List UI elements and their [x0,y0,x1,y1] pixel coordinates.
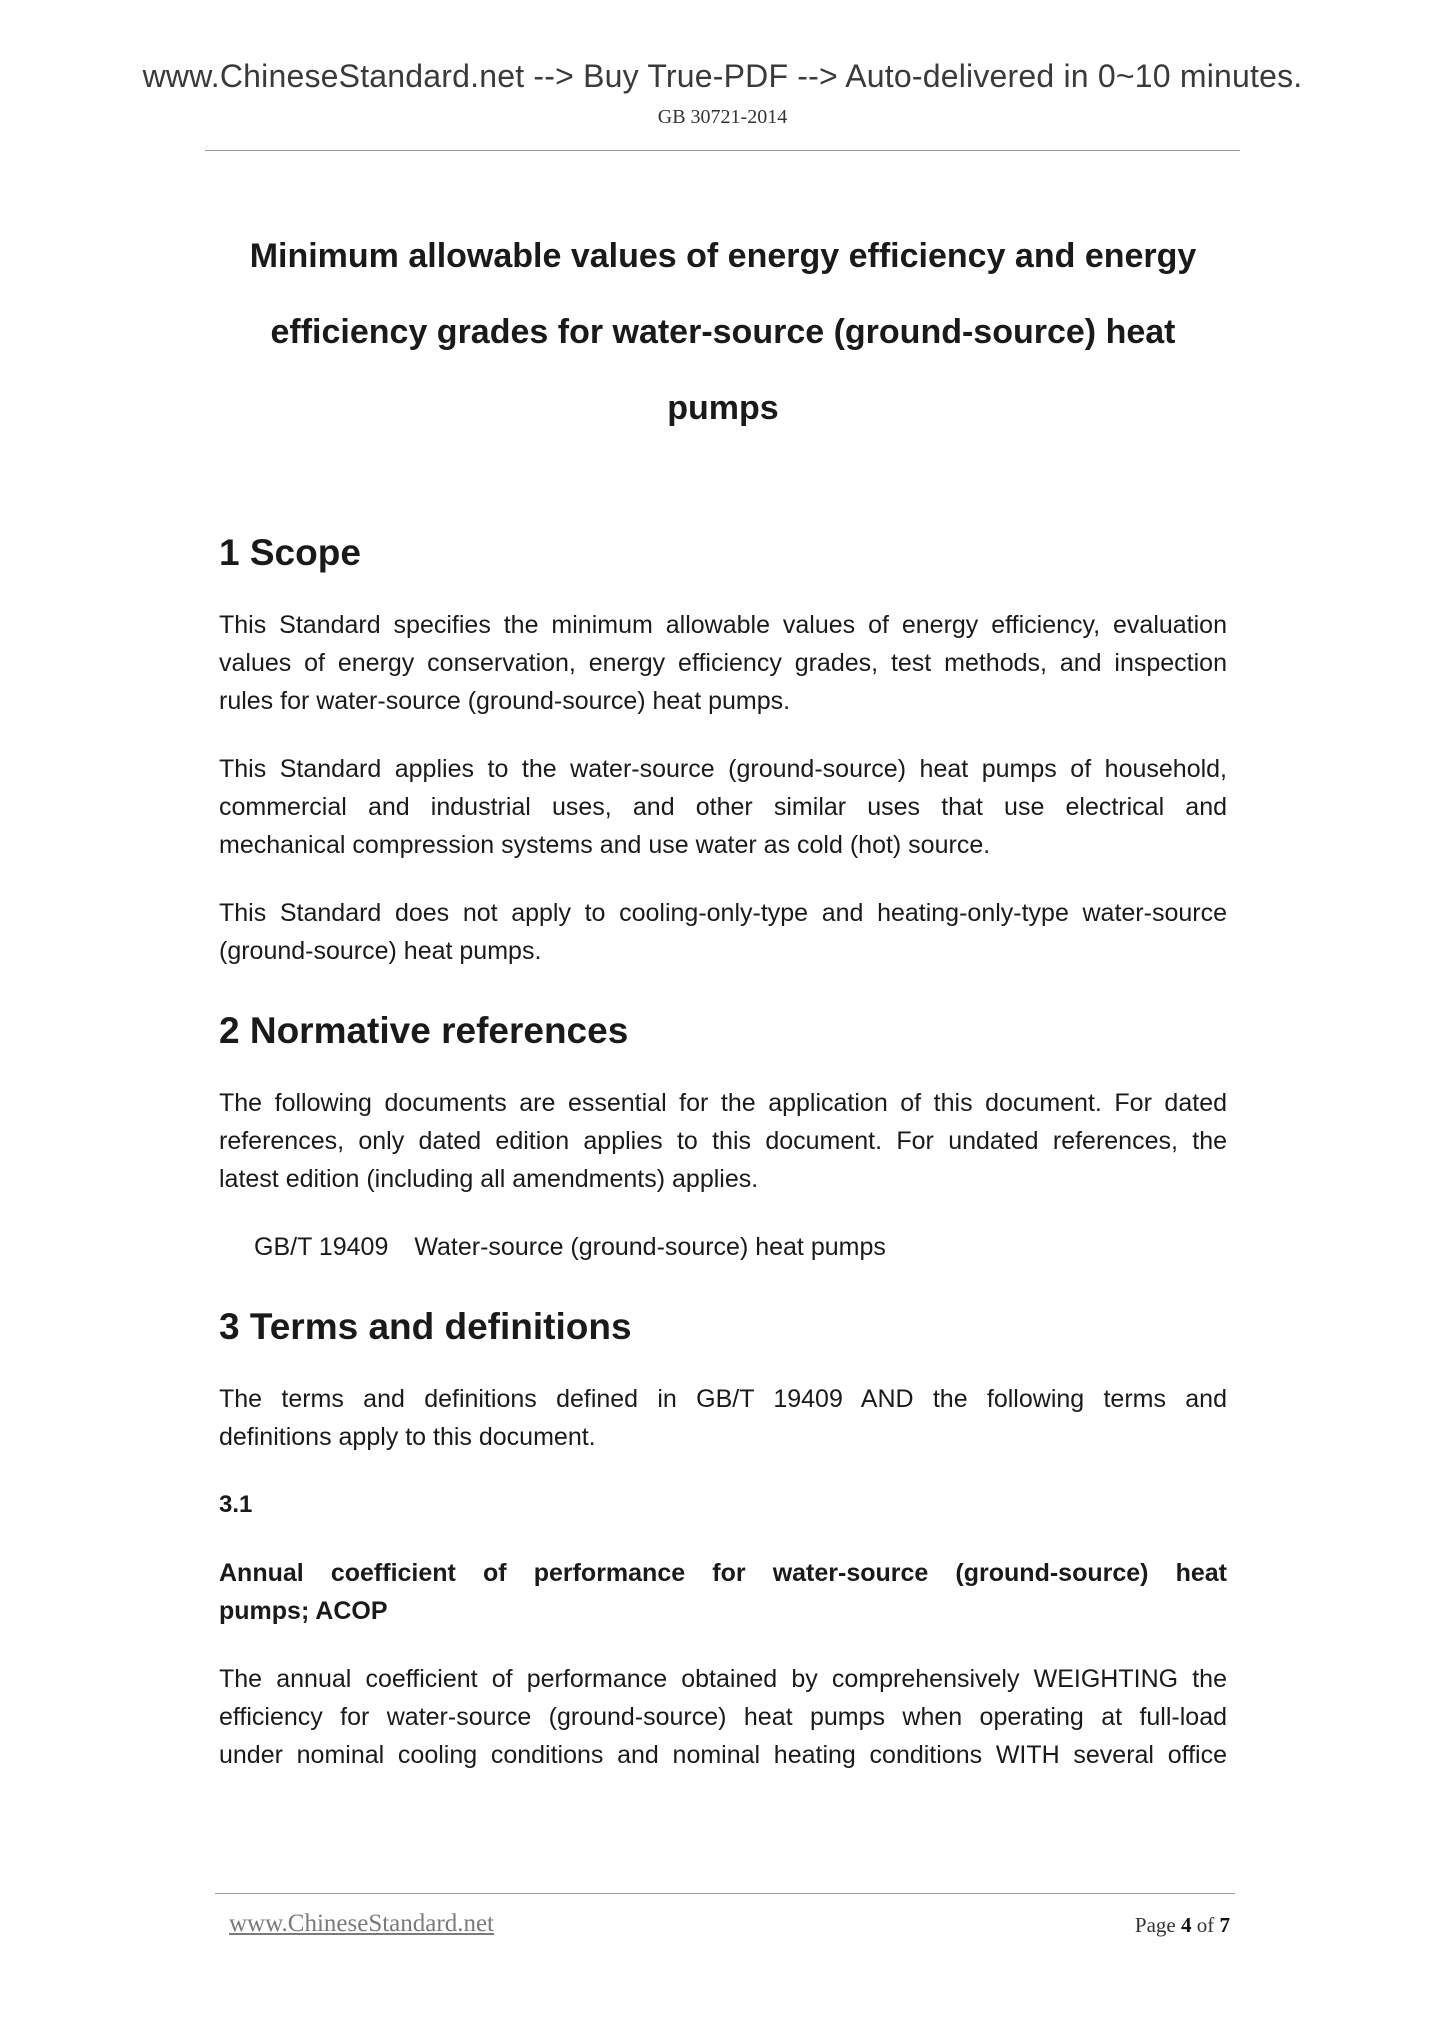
text-line: This Standard specifies the minimum allowable values of energy efficiency, evaluation [219,611,1227,639]
document-body [219,218,1227,1774]
document-title [219,218,1227,446]
normative-paragraph [219,1084,1227,1198]
text-line: The following documents are essential for the application of this document. For dated [219,1089,1227,1117]
section-heading-scope: 1 Scope [219,532,361,573]
section-heading-normative: 2 Normative references [219,1010,629,1051]
text-line: values of energy conservation, energy efficiency grades, test methods, and inspection [219,649,1227,677]
text-line: The annual coefficient of performance obtained by comprehensively WEIGHTING the [219,1665,1227,1693]
text-line: rules for water-source (ground-source) heat pumps. [219,687,791,715]
text-line: This Standard does not apply to cooling-only-type and heating-only-type water-source [219,899,1227,927]
footer-divider [215,1893,1235,1894]
text-line: mechanical compression systems and use water as cold (hot) source. [219,831,991,859]
text-line: This Standard applies to the water-source (ground-source) heat pumps of household, [219,755,1227,783]
term-title [219,1554,1227,1630]
text-line: (ground-source) heat pumps. [219,937,542,965]
scope-paragraph-2 [219,750,1227,864]
text-line: definitions apply to this document. [219,1423,596,1451]
term-number: 3.1 [219,1491,253,1518]
normative-reference-item [219,1228,1227,1266]
text-line: Annual coefficient of performance for water-source (ground-source) heat [219,1559,1227,1587]
page-of-label: of [1196,1913,1215,1937]
text-line: pumps; ACOP [219,1597,388,1625]
title-line: efficiency grades for water-source (ground-source) heat [270,313,1176,351]
text-line: commercial and industrial uses, and other similar uses that use electrical and [219,793,1227,821]
reference-title: Water-source (ground-source) heat pumps [414,1233,886,1261]
text-line: efficiency for water-source (ground-source) heat pumps when operating at full-load [219,1703,1227,1731]
text-line: The terms and definitions defined in GB/T 19409 AND the following terms and [219,1385,1227,1413]
download-banner[interactable]: www.ChineseStandard.net --> Buy True-PDF --> Auto-delivered in 0~10 minutes. [142,58,1303,94]
scope-paragraph-3 [219,894,1227,970]
title-line: pumps [667,389,779,427]
text-line: references, only dated edition applies to this document. For undated references, the [219,1127,1227,1155]
section-heading-terms: 3 Terms and definitions [219,1306,632,1347]
reference-code: GB/T 19409 [254,1233,389,1261]
page-label: Page [1134,1913,1176,1937]
page-total: 7 [1219,1913,1230,1937]
page-indicator [1130,1913,1230,1938]
page-current: 4 [1181,1913,1192,1937]
text-line: under nominal cooling conditions and nominal heating conditions WITH several office [219,1741,1227,1769]
footer-site-link[interactable]: www.ChineseStandard.net [229,1910,494,1937]
header-divider [205,150,1240,151]
text-line: latest edition (including all amendments) applies. [219,1165,759,1193]
title-line: Minimum allowable values of energy efficiency and energy [249,237,1197,275]
term-definition [219,1660,1227,1774]
scope-paragraph-1 [219,606,1227,720]
standard-code: GB 30721-2014 [657,106,788,128]
terms-paragraph [219,1380,1227,1456]
